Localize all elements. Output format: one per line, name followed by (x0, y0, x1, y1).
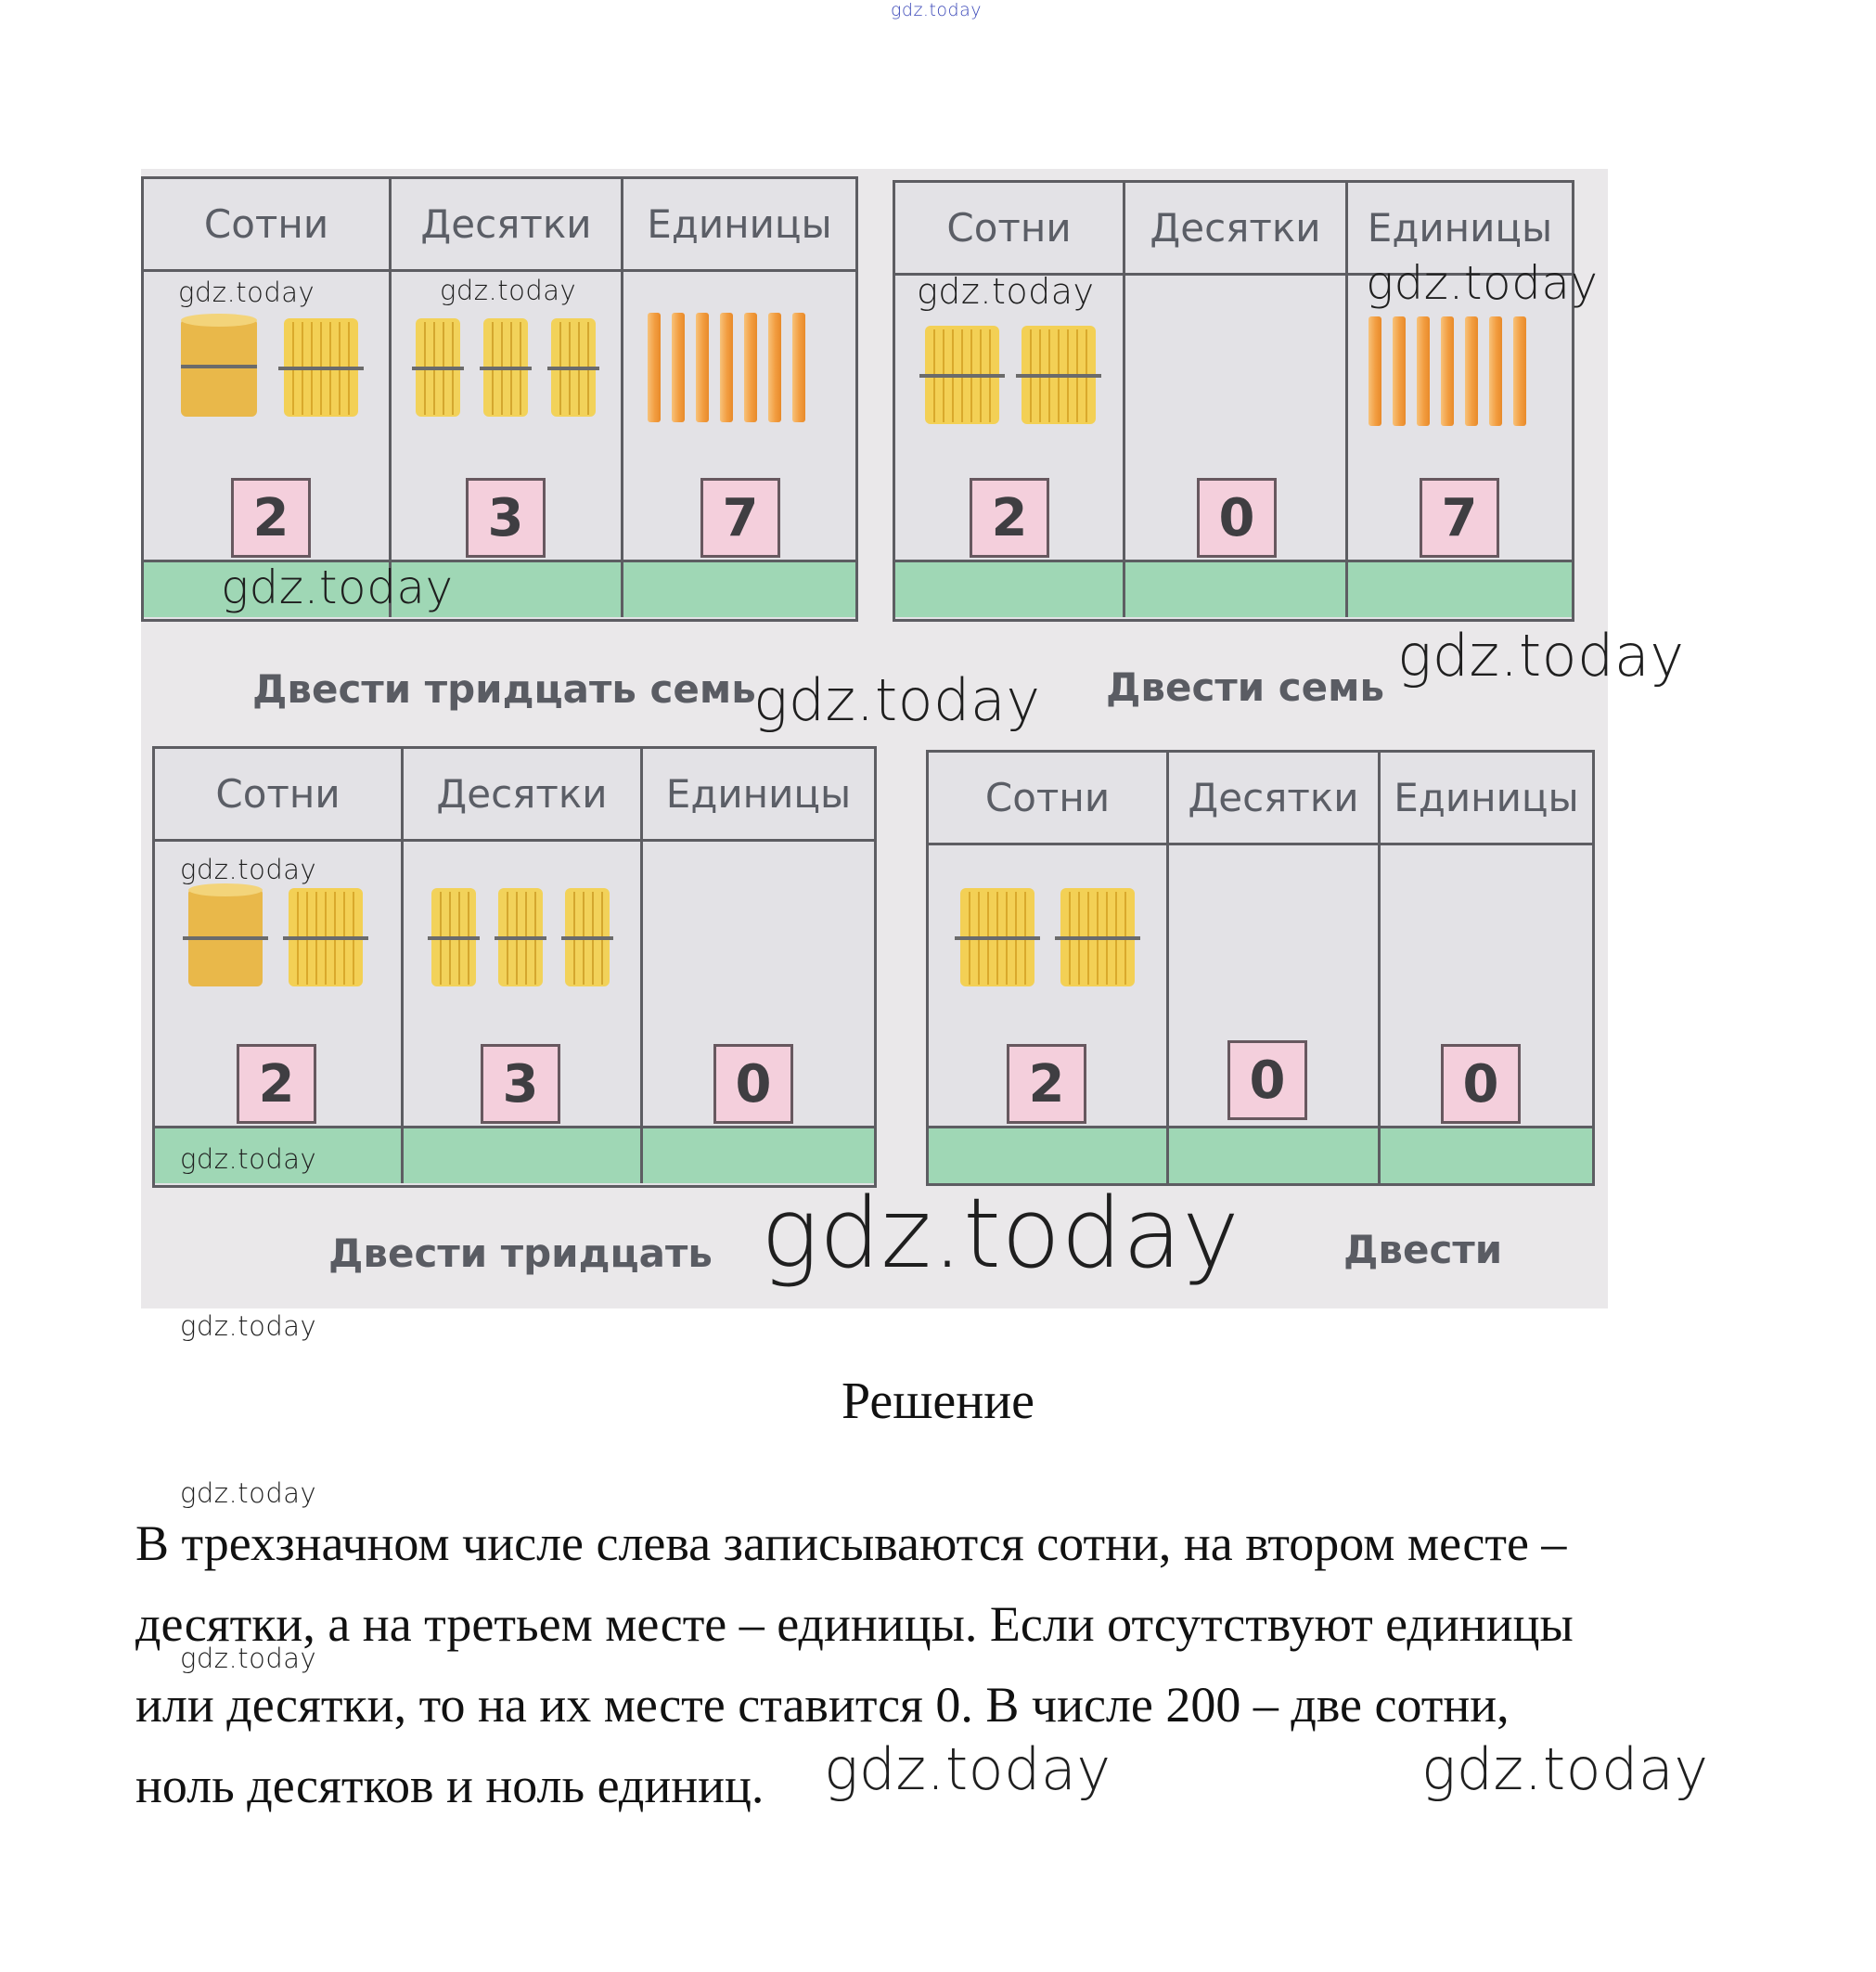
hundred-bundle-icon (1016, 320, 1101, 430)
watermark: gdz.today (180, 1310, 317, 1342)
watermark: gdz.today (753, 666, 1041, 734)
header-tens: Десятки (392, 179, 623, 272)
header-hundreds: Сотни (895, 183, 1125, 276)
watermark: gdz.today (440, 275, 577, 306)
header-hundreds: Сотни (929, 753, 1169, 845)
digit-hundreds: 2 (970, 478, 1049, 558)
green-strip (1125, 560, 1348, 617)
watermark: gdz.today (180, 1477, 317, 1509)
green-strip (1381, 1126, 1592, 1183)
green-strip (404, 1126, 643, 1183)
solution-text (135, 1503, 1731, 1826)
number-caption: Двести тридцать семь (252, 666, 756, 712)
watermark: gdz.today (178, 277, 315, 308)
header-ones: Единицы (623, 179, 855, 272)
unit-sticks (648, 313, 805, 422)
ten-bundle-icon (547, 313, 599, 422)
header-tens: Десятки (404, 749, 643, 842)
watermark: gdz.today (761, 1177, 1240, 1290)
digit-hundreds: 2 (237, 1044, 316, 1124)
hundred-bundle-icon (278, 313, 364, 422)
solution-line: В трехзначном числе слева записываются сотни, на втором месте – (135, 1515, 1567, 1571)
ten-bundle-icon (412, 313, 464, 422)
digit-tens: 0 (1197, 478, 1277, 558)
digit-tens: 3 (481, 1044, 560, 1124)
stick-icon (1465, 316, 1478, 426)
digit-tens: 0 (1227, 1040, 1307, 1120)
hundred-bundle-icon (919, 320, 1005, 430)
solution-line: десятки, а на третьем месте – единицы. Если отсутствуют единицы (135, 1596, 1574, 1652)
unit-sticks (1368, 316, 1526, 426)
green-strip (623, 560, 855, 617)
header-tens: Десятки (1169, 753, 1381, 845)
stick-icon (1513, 316, 1526, 426)
stick-icon (672, 313, 685, 422)
digit-ones: 0 (1441, 1044, 1521, 1124)
stick-icon (696, 313, 709, 422)
stick-icon (720, 313, 733, 422)
stick-icon (768, 313, 781, 422)
hundred-bundle-icon (283, 883, 368, 992)
hundred-bundle-icon (183, 883, 268, 992)
watermark: gdz.today (1397, 622, 1685, 690)
hundred-bundle-icon (179, 313, 259, 422)
green-strip (643, 1126, 874, 1183)
stick-icon (792, 313, 805, 422)
hundred-bundle-icon (1055, 883, 1140, 992)
watermark: gdz.today (1421, 1735, 1709, 1803)
textbook-illustration (141, 169, 1608, 1308)
ten-bundle-icon (480, 313, 532, 422)
header-ones: Единицы (1348, 183, 1572, 276)
watermark: gdz.today (221, 561, 454, 614)
digit-hundreds: 2 (231, 478, 311, 558)
stick-icon (744, 313, 757, 422)
stick-icon (1417, 316, 1430, 426)
digit-hundreds: 2 (1007, 1044, 1086, 1124)
header-watermark: gdz.today (891, 0, 982, 20)
number-caption: Двести семь (1106, 664, 1385, 710)
ten-bundle-icon (428, 883, 480, 992)
watermark: gdz.today (1366, 256, 1599, 310)
digit-ones: 0 (713, 1044, 793, 1124)
stick-icon (1393, 316, 1406, 426)
hundred-bundle-icon (955, 883, 1040, 992)
digit-ones: 7 (700, 478, 780, 558)
solution-title: Решение (841, 1373, 1035, 1430)
watermark: gdz.today (180, 1643, 317, 1674)
solution-line: или десятки, то на их месте ставится 0. В числе 200 – две сотни, (135, 1677, 1510, 1733)
stick-icon (1368, 316, 1381, 426)
ten-bundle-icon (561, 883, 613, 992)
ten-bundle-icon (495, 883, 546, 992)
green-strip (1169, 1126, 1381, 1183)
stick-icon (648, 313, 661, 422)
number-caption: Двести (1343, 1227, 1503, 1272)
watermark: gdz.today (180, 854, 317, 885)
stick-icon (1441, 316, 1454, 426)
watermark: gdz.today (917, 271, 1095, 312)
green-strip (895, 560, 1125, 617)
header-ones: Единицы (1381, 753, 1592, 845)
watermark: gdz.today (824, 1735, 1111, 1803)
number-caption: Двести тридцать (328, 1231, 713, 1276)
stick-icon (1489, 316, 1502, 426)
digit-ones: 7 (1420, 478, 1499, 558)
header-hundreds: Сотни (144, 179, 392, 272)
green-strip (929, 1126, 1169, 1183)
header-hundreds: Сотни (155, 749, 404, 842)
green-strip (1348, 560, 1572, 617)
solution-line: ноль десятков и ноль единиц. (135, 1758, 765, 1813)
watermark: gdz.today (180, 1143, 317, 1175)
header-tens: Десятки (1125, 183, 1348, 276)
header-ones: Единицы (643, 749, 874, 842)
digit-tens: 3 (466, 478, 546, 558)
